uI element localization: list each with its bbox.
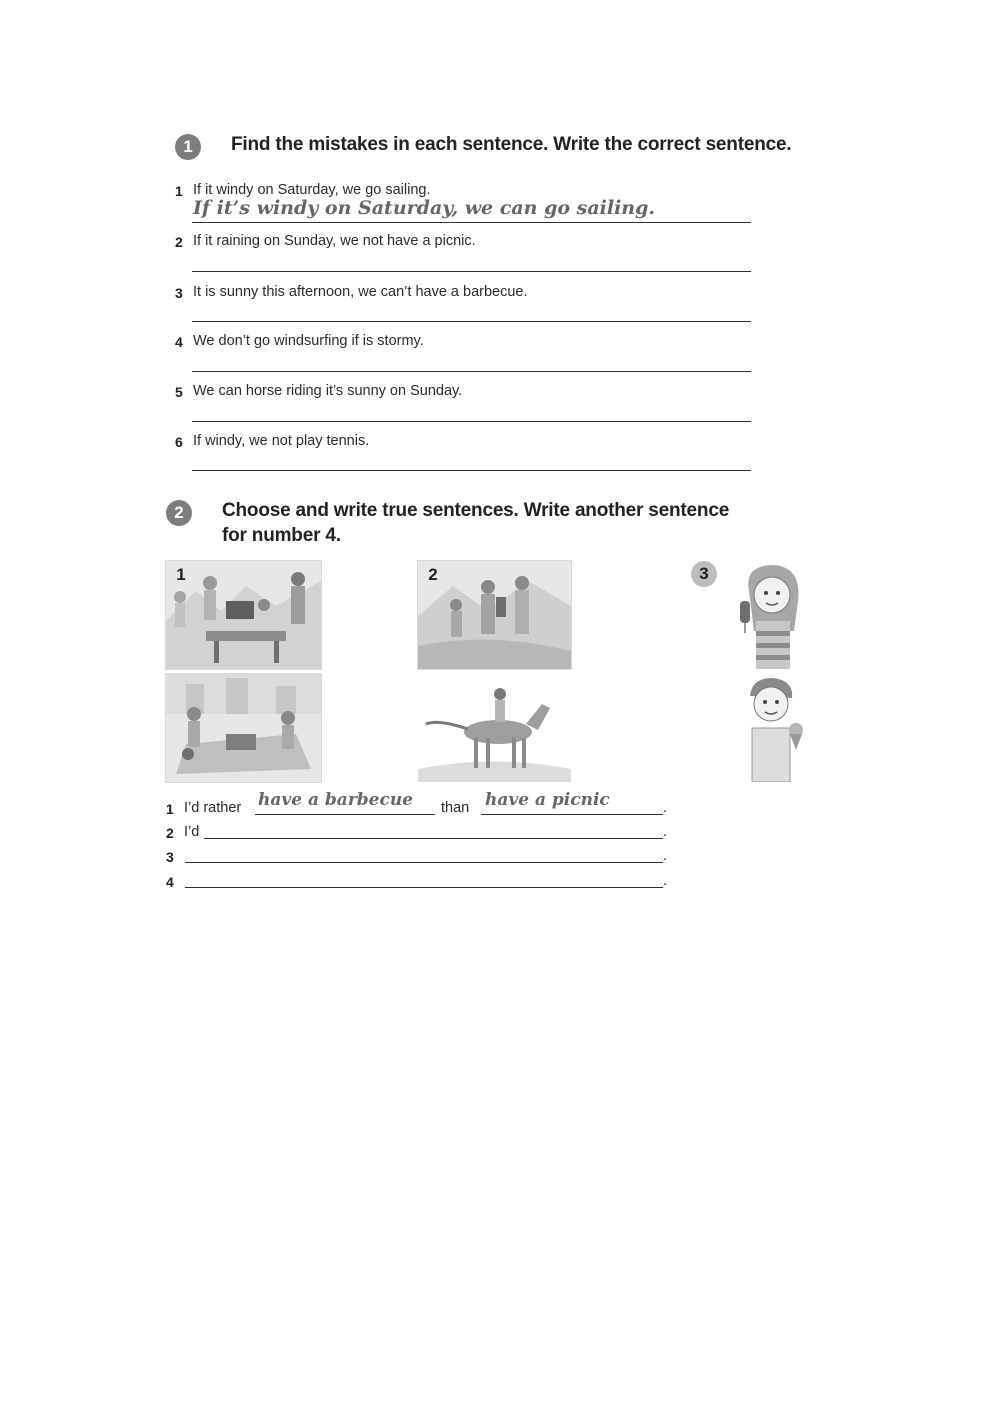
- exercise-2-answer-line[interactable]: [481, 814, 663, 815]
- exercise-2-answer-2: have a picnic: [485, 790, 610, 810]
- exercise-2-line-number: 3: [166, 849, 174, 865]
- exercise-1-answer-line[interactable]: [192, 222, 751, 223]
- exercise-2-answer-line[interactable]: [185, 887, 663, 888]
- exercise-2-number-badge: 2: [166, 500, 192, 526]
- exercise-1-answer-line[interactable]: [192, 470, 751, 471]
- exercise-2-heading-line1: Choose and write true sentences. Write another sentence: [222, 500, 730, 521]
- exercise-2-line-prefix: I’d rather: [184, 800, 242, 816]
- exercise-2-line-end: .: [663, 848, 668, 864]
- exercise-2-answer-line[interactable]: [255, 814, 435, 815]
- exercise-2-line-number: 1: [166, 801, 174, 817]
- exercise-1-sentence: If it windy on Saturday, we go sailing.: [193, 182, 431, 198]
- picnic-picture[interactable]: [165, 673, 322, 783]
- horse-riding-picture[interactable]: [417, 673, 572, 783]
- exercise-2-answer-1: have a barbecue: [258, 790, 414, 810]
- exercise-2-answer-line[interactable]: [204, 838, 663, 839]
- exercise-2-answer-line[interactable]: [185, 862, 663, 863]
- exercise-1-number-badge: 1: [175, 134, 201, 160]
- exercise-1-item-number: 5: [175, 384, 183, 400]
- exercise-1-sentence: If it raining on Sunday, we not have a picnic.: [193, 233, 476, 249]
- exercise-1-item-number: 1: [175, 183, 183, 199]
- exercise-2-line-number: 4: [166, 874, 174, 890]
- exercise-1-heading: Find the mistakes in each sentence. Write the correct sentence.: [231, 134, 792, 155]
- exercise-1-sentence: It is sunny this afternoon, we can’t have a barbecue.: [193, 284, 528, 300]
- exercise-1-sentence: We don’t go windsurfing if is stormy.: [193, 333, 424, 349]
- exercise-2-line-end: .: [663, 824, 668, 840]
- picture-2-number: 2: [428, 565, 438, 584]
- picture-1-number: 1: [176, 565, 186, 584]
- exercise-1-answer-line[interactable]: [192, 271, 751, 272]
- exercise-1-answer-line[interactable]: [192, 421, 751, 422]
- exercise-2-line-middle: than: [441, 800, 470, 816]
- exercise-1-item-number: 6: [175, 434, 183, 450]
- exercise-2-line-end: .: [663, 800, 668, 816]
- picture-3-number: 3: [691, 561, 717, 587]
- exercise-2-line-end: .: [663, 873, 668, 889]
- exercise-2-line-number: 2: [166, 825, 174, 841]
- exercise-1-answer-text: If it’s windy on Saturday, we can go sailing.: [193, 197, 656, 219]
- exercise-1-sentence: We can horse riding it’s sunny on Sunday.: [193, 383, 463, 399]
- girl-ice-lolly-picture[interactable]: [733, 560, 810, 670]
- exercise-1-answer-line[interactable]: [192, 371, 751, 372]
- exercise-2-heading-line2: for number 4.: [222, 525, 341, 546]
- exercise-2-line-prefix: I’d: [184, 824, 200, 840]
- exercise-1-item-number: 3: [175, 285, 183, 301]
- exercise-1-item-number: 4: [175, 334, 183, 350]
- exercise-1-item-number: 2: [175, 234, 183, 250]
- boy-ice-cream-picture[interactable]: [733, 673, 810, 783]
- exercise-1-answer-line[interactable]: [192, 321, 751, 322]
- exercise-1-sentence: If windy, we not play tennis.: [193, 433, 370, 449]
